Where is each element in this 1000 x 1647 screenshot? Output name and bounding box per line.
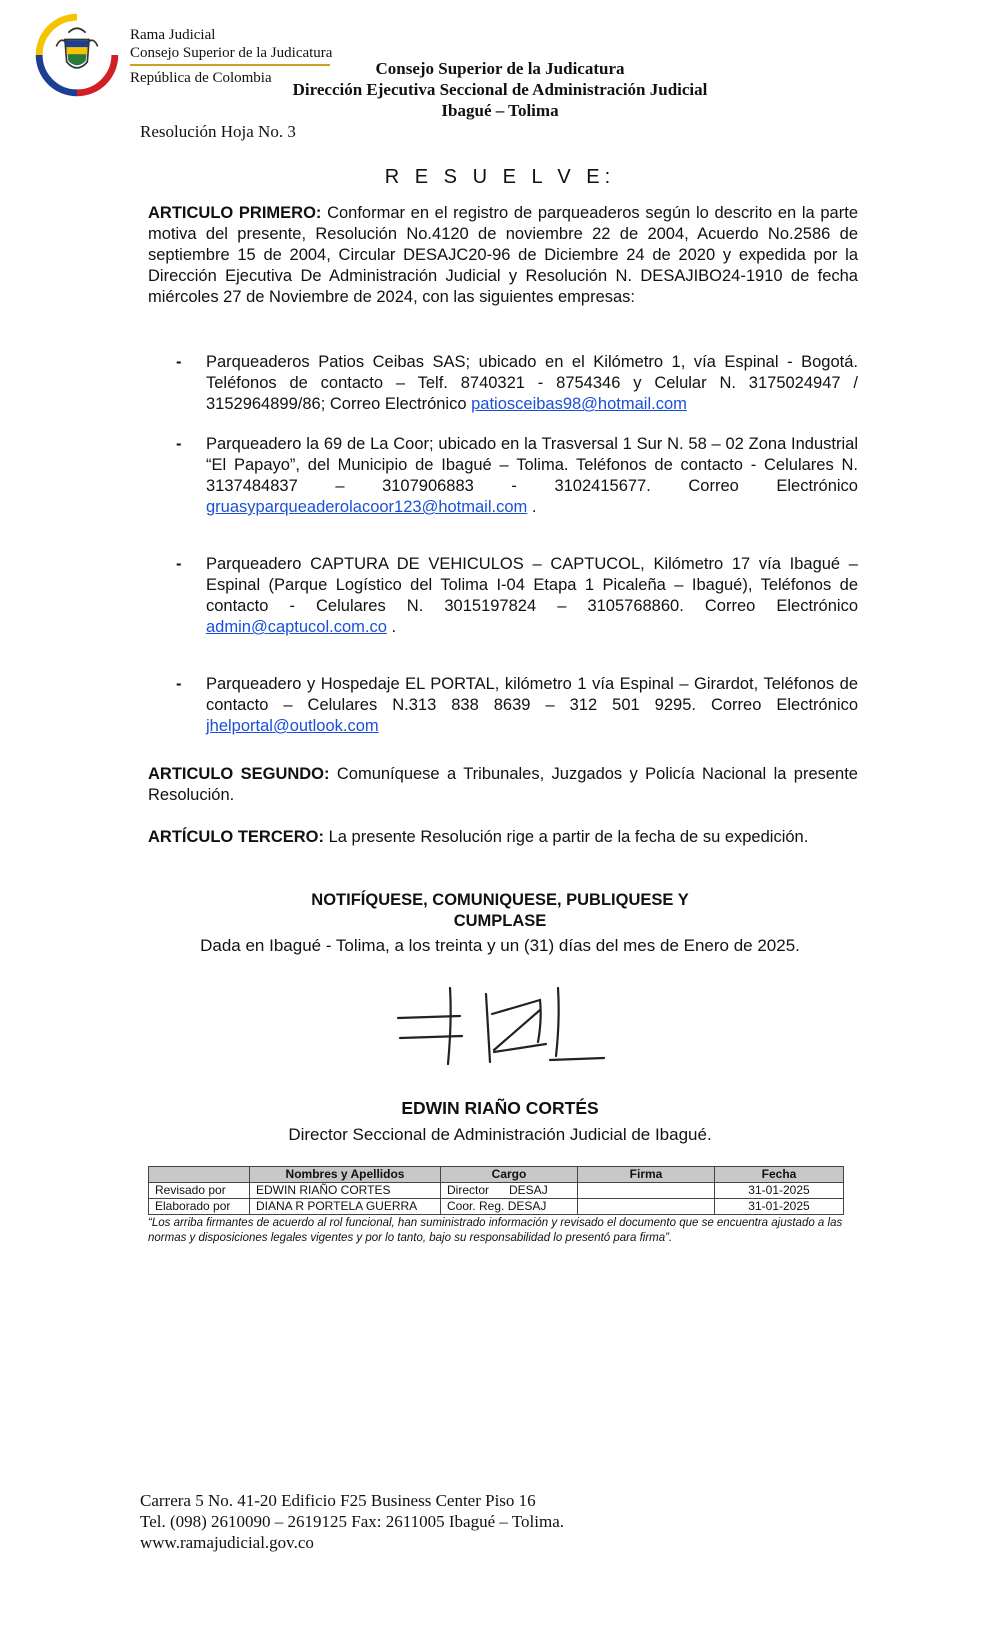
articulo-tercero-text: La presente Resolución rige a partir de la fecha de su expedición. <box>324 828 809 846</box>
articulo-segundo-label: ARTICULO SEGUNDO: <box>148 765 330 783</box>
table-cell: Director DESAJ <box>441 1183 578 1199</box>
org-line-3: Ibagué – Tolima <box>441 101 559 120</box>
articulo-primero <box>148 203 858 308</box>
empresa-text: Parqueaderos Patios Ceibas SAS; ubicado en el Kilómetro 1, vía Espinal - Bogotá. Teléfonos de contacto – Telf. 8740321 - 8754346 y Celular N. 3175024947 / 3152964899/86; Correo Electrónico <box>206 353 858 413</box>
table-cell <box>578 1199 715 1215</box>
list-item <box>176 554 858 638</box>
table-header-cell: Firma <box>578 1167 715 1183</box>
table-row <box>149 1199 844 1215</box>
table-header-cell: Nombres y Apellidos <box>250 1167 441 1183</box>
table-cell <box>578 1183 715 1199</box>
notification-line-1: NOTIFÍQUESE, COMUNIQUESE, PUBLIQUESE Y <box>311 891 689 909</box>
email-link[interactable]: gruasyparqueaderolacoor123@hotmail.com <box>206 498 528 516</box>
email-link[interactable]: admin@captucol.com.co <box>206 618 387 636</box>
empresa-tail: . <box>527 498 537 516</box>
list-dash: - <box>176 555 182 573</box>
list-item <box>176 352 858 415</box>
handwritten-signature <box>390 980 610 1068</box>
brand-line-3: República de Colombia <box>130 70 272 86</box>
organization-header <box>240 58 760 121</box>
table-cell: EDWIN RIAÑO CORTES <box>250 1183 441 1199</box>
notification-line-2: CUMPLASE <box>453 912 547 930</box>
sheet-number: Resolución Hoja No. 3 <box>140 122 296 141</box>
notification-heading <box>0 890 1000 932</box>
org-line-2: Dirección Ejecutiva Seccional de Administración Judicial <box>292 80 708 99</box>
list-dash: - <box>176 435 182 453</box>
list-dash: - <box>176 675 182 693</box>
table-header-row <box>149 1167 844 1183</box>
table-cell: Coor. Reg. DESAJ <box>441 1199 578 1215</box>
table-cell: Elaborado por <box>149 1199 250 1215</box>
empresa-text: Parqueadero y Hospedaje EL PORTAL, kilómetro 1 vía Espinal – Girardot, Teléfonos de contacto – Celulares N.313 838 8639 – 312 501 9295. Correo Electrónico <box>206 675 858 714</box>
articulo-primero-label: ARTICULO PRIMERO: <box>148 204 322 222</box>
footer-address <box>140 1490 564 1553</box>
empresa-text: Parqueadero CAPTURA DE VEHICULOS – CAPTUCOL, Kilómetro 17 vía Ibagué – Espinal (Parque Logístico del Tolima I-04 Etapa 1 Picaleña – Ibagué), Teléfonos de contacto - Celulares N. 3015197824 – 3105768860. Correo Electrónico <box>206 555 858 615</box>
list-dash: - <box>176 353 182 371</box>
review-table <box>148 1166 844 1215</box>
table-row <box>149 1183 844 1199</box>
articulo-segundo-text: Comuníquese a Tribunales, Juzgados y Policía Nacional la presente Resolución. <box>148 765 858 804</box>
review-note: “Los arriba firmantes de acuerdo al rol funcional, han suministrado información y revisado el documento que se encuentra ajustado a las normas y disposiciones legales vigentes y por lo tanto, bajo su responsabilidad lo presentó para firma”. <box>148 1217 843 1244</box>
signer-name: EDWIN RIAÑO CORTÉS <box>401 1098 599 1118</box>
empresa-tail: . <box>386 618 397 636</box>
articulo-segundo <box>148 764 858 806</box>
articulo-tercero <box>148 827 858 848</box>
resuelve-heading: R E S U E L V E: <box>384 166 616 188</box>
articulo-primero-text: Conformar en el registro de parqueaderos según lo descrito en la parte motiva del presente, Resolución No.4120 de noviembre 22 de 2004, Acuerdo No.2586 de septiembre 15 de 2004, Circular DESAJC20-96 de Diciembre 24 de 2020 y expedida por la Dirección Ejecutiva De Administración Judicial y Resolución N. DESAJIBO24-1910 de fecha miércoles 27 de Noviembre de 2024, con las siguientes empresas: <box>148 204 858 306</box>
list-item <box>176 434 858 518</box>
table-cell: 31-01-2025 <box>715 1183 844 1199</box>
brand-line-2: Consejo Superior de la Judicatura <box>130 45 333 61</box>
table-cell: Revisado por <box>149 1183 250 1199</box>
table-header-cell: Cargo <box>441 1167 578 1183</box>
email-link[interactable]: jhelportal@outlook.com <box>206 717 379 735</box>
empresa-text: Parqueadero la 69 de La Coor; ubicado en la Trasversal 1 Sur N. 58 – 02 Zona Industrial “El Papayo”, del Municipio de Ibagué – Tolima. Teléfonos de contacto - Celulares N. 3137484837 – 3107906883 - 3102415677. Correo Electrónico <box>206 435 858 495</box>
table-cell: 31-01-2025 <box>715 1199 844 1215</box>
org-line-1: Consejo Superior de la Judicatura <box>375 59 625 78</box>
email-link[interactable]: patiosceibas98@hotmail.com <box>471 395 687 413</box>
articulo-tercero-label: ARTÍCULO TERCERO: <box>148 828 324 846</box>
footer-website[interactable]: www.ramajudicial.gov.co <box>140 1533 314 1552</box>
rama-judicial-logo <box>34 12 120 98</box>
table-header-cell <box>149 1167 250 1183</box>
footer-line-1: Carrera 5 No. 41-20 Edificio F25 Business Center Piso 16 <box>140 1491 536 1510</box>
table-header-cell: Fecha <box>715 1167 844 1183</box>
issue-date-line: Dada en Ibagué - Tolima, a los treinta y un (31) días del mes de Enero de 2025. <box>200 936 800 955</box>
signer-role: Director Seccional de Administración Judicial de Ibagué. <box>288 1125 712 1144</box>
table-cell: DIANA R PORTELA GUERRA <box>250 1199 441 1215</box>
brand-line-1: Rama Judicial <box>130 27 216 43</box>
list-item <box>176 674 858 737</box>
footer-line-2: Tel. (098) 2610090 – 2619125 Fax: 2611005 Ibagué – Tolima. <box>140 1512 564 1531</box>
